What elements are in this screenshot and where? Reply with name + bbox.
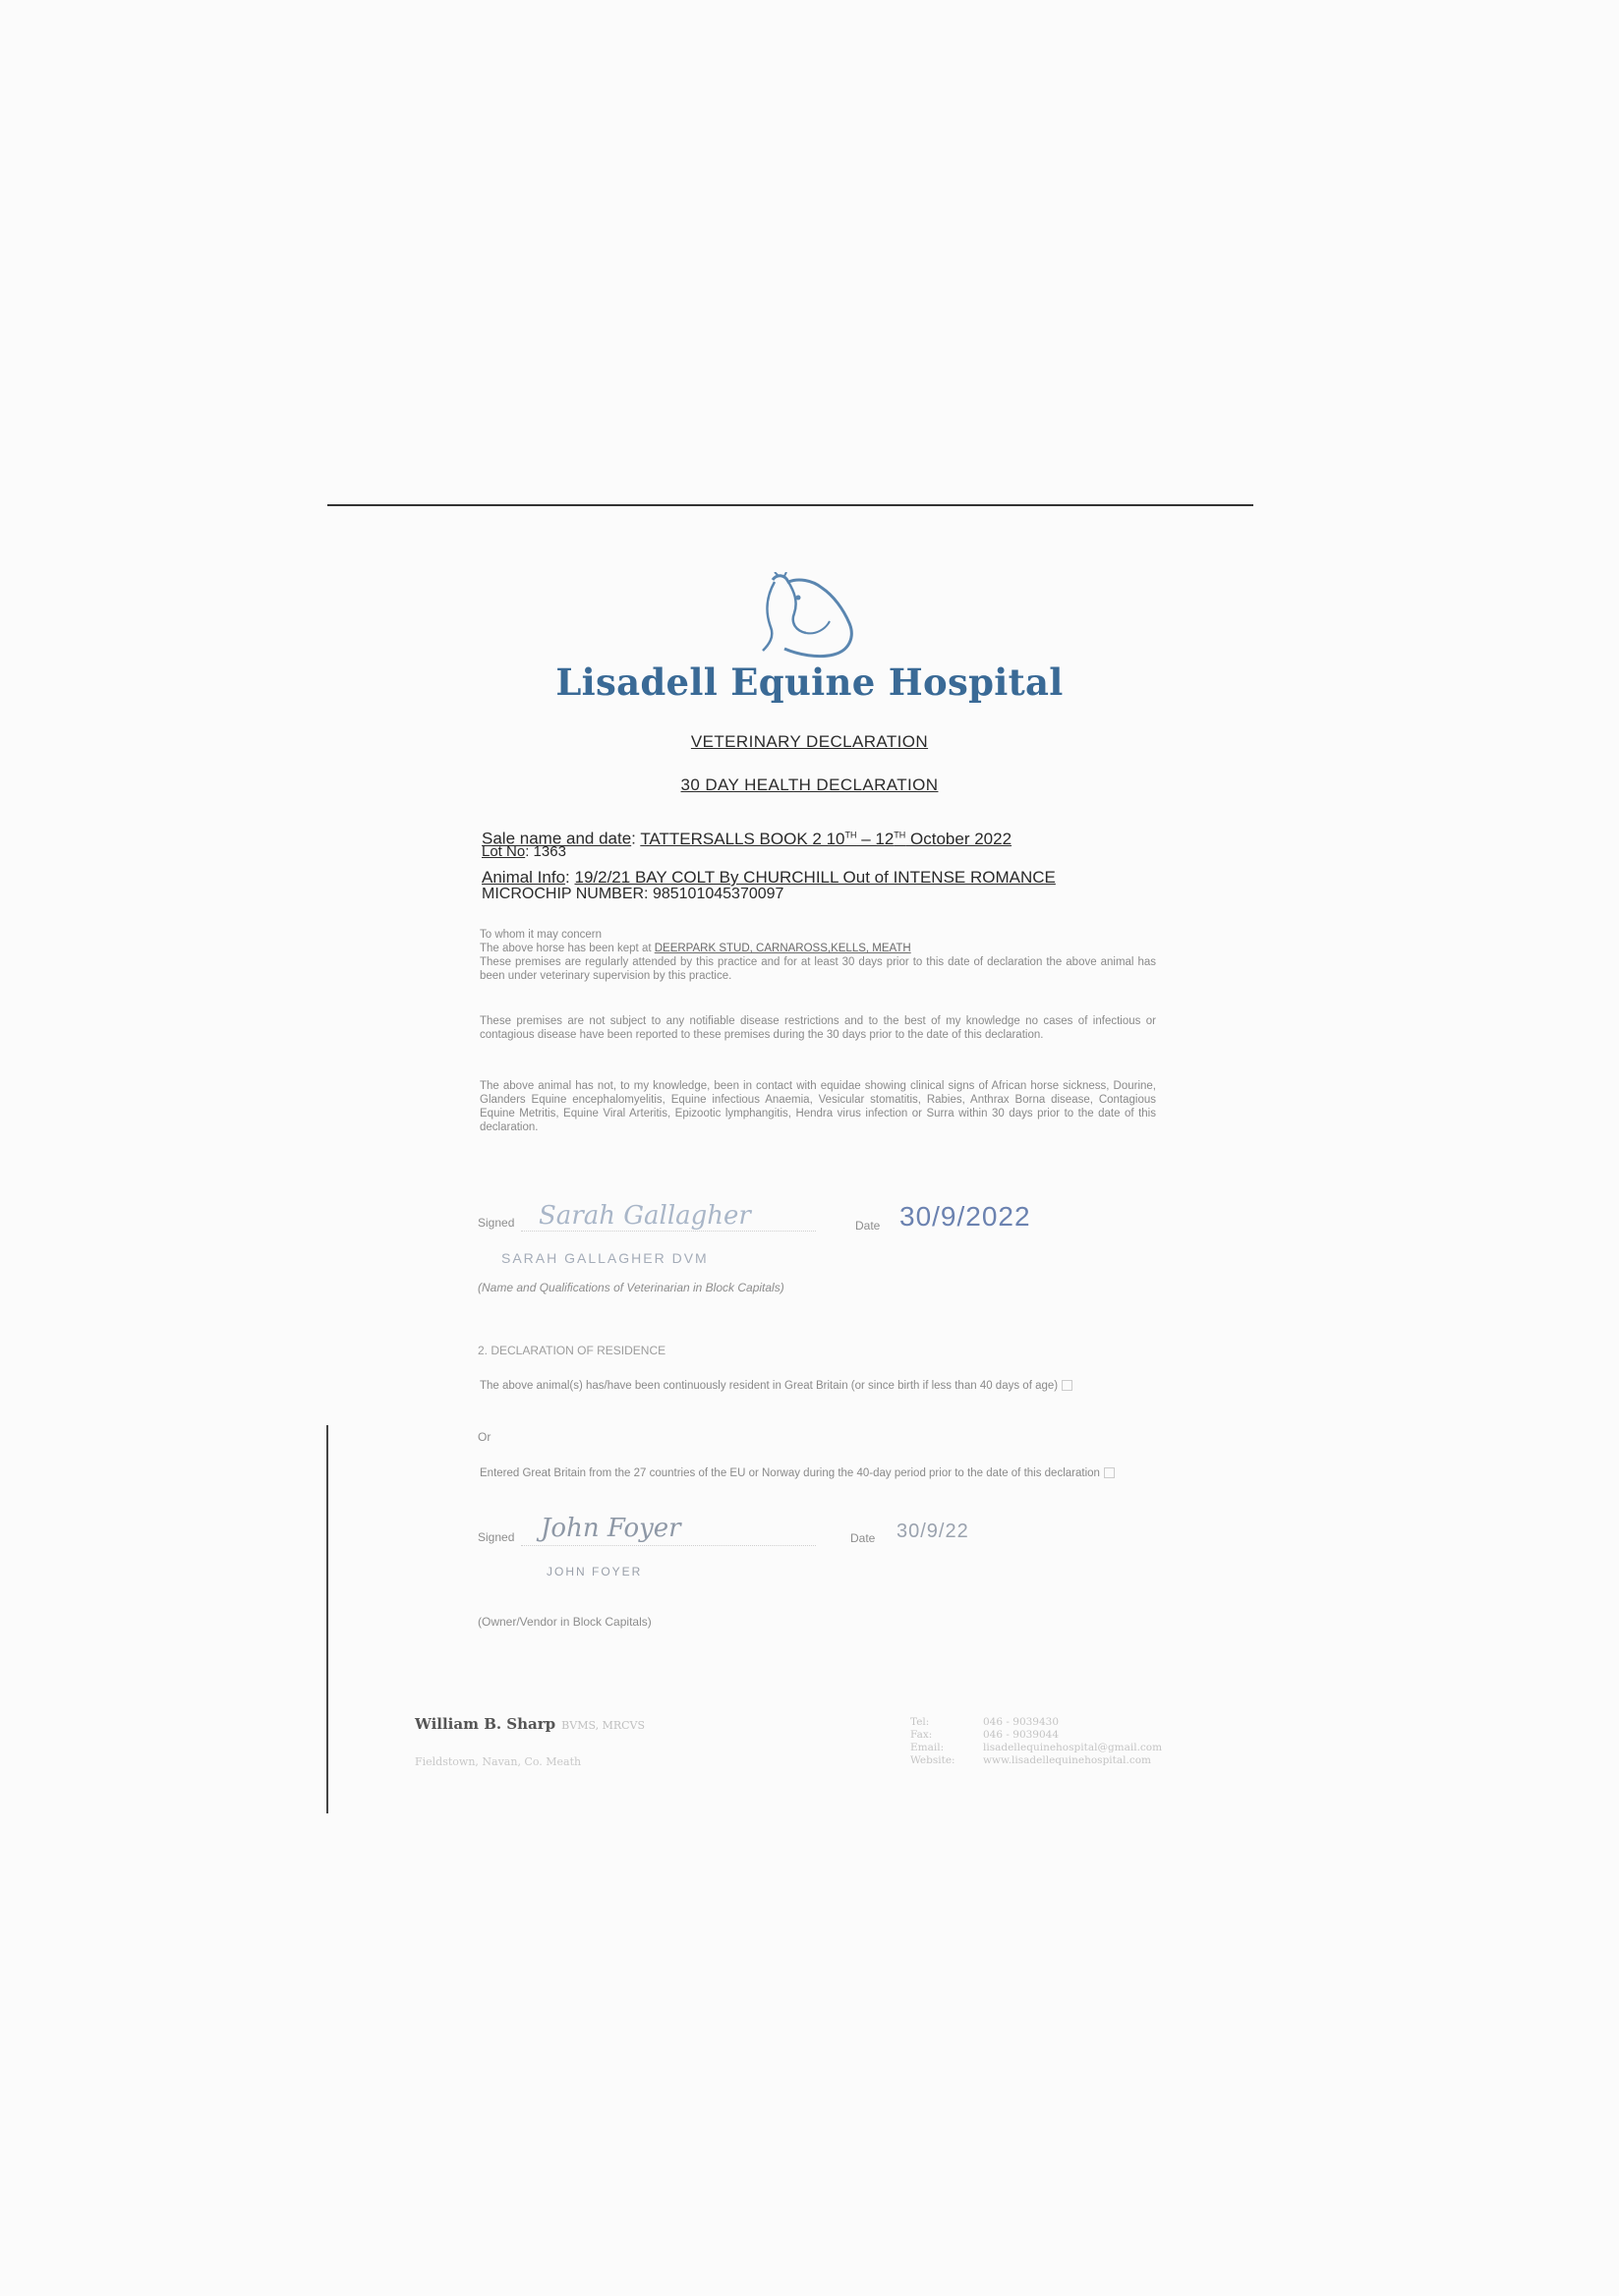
hospital-name: Lisadell Equine Hospital (555, 660, 1064, 704)
document-title: VETERINARY DECLARATION (690, 732, 929, 751)
resident-checkbox[interactable] (1062, 1380, 1072, 1391)
microchip-line (482, 886, 783, 903)
contact-paragraph: The above animal has not, to my knowledge, been in contact with equidae showing clinical signs of African horse sickness, Dourine, Glanders Equine encephalomyelitis, Equine infectious Anaemia, Vesicular stomatitis, Rabies, Anthrax Borna disease, Contagious Equine Metritis, Equine Viral Arteritis, Epizootic lymphangitis, Hendra virus infection or Surra within 30 days prior to the date of this declaration. (480, 1080, 1156, 1133)
microchip-label: MICROCHIP NUMBER: (482, 886, 649, 902)
greeting: To whom it may concern (480, 929, 602, 941)
signed-label-1: Signed (478, 1216, 515, 1230)
owner-signature: John Foyer (541, 1514, 681, 1543)
lot-line: Lot No: 1363 (482, 843, 566, 860)
entered-checkbox[interactable] (1104, 1467, 1115, 1478)
section1-intro (480, 928, 1156, 983)
residence-heading: 2. DECLARATION OF RESIDENCE (478, 1344, 666, 1357)
resident-text: The above animal(s) has/have been continuously resident in Great Britain (or since birth if less than 40 days of age) (480, 1379, 1156, 1393)
premises-paragraph: These premises are not subject to any notifiable disease restrictions and to the best of my knowledge no cases of infectious or contagious disease have been reported to these premises during the 30 days prior to the date of this declaration. (480, 1015, 1156, 1041)
or-label: Or (478, 1430, 491, 1444)
footer-contacts (910, 1716, 1162, 1767)
kept-line: The above horse has been kept at DEERPARK STUD, CARNAROSS,KELLS, MEATH (480, 943, 911, 954)
left-edge-rule (326, 1425, 328, 1813)
date-value-1: 30/9/2022 (899, 1201, 1031, 1232)
footer-address: Fieldstown, Navan, Co. Meath (415, 1755, 582, 1768)
contact-tel: Tel: 046 - 9039430 (910, 1716, 1060, 1728)
owner-caption: (Owner/Vendor in Block Capitals) (478, 1615, 652, 1629)
microchip-value: 985101045370097 (652, 886, 784, 902)
vet-caption: (Name and Qualifications of Veterinarian in Block Capitals) (478, 1281, 784, 1294)
footer-name: William B. Sharp BVMS, MRCVS (415, 1715, 646, 1733)
animal-label: Animal Info (482, 868, 566, 887)
sale-line: Sale name and date: TATTERSALLS BOOK 2 10TH – 12TH October 2022 (482, 829, 1012, 848)
horse-head-icon (755, 572, 863, 662)
owner-name: JOHN FOYER (547, 1565, 643, 1578)
vet-name: SARAH GALLAGHER DVM (501, 1250, 709, 1266)
contact-fax: Fax: 046 - 9039044 (910, 1729, 1060, 1741)
document-subtitle: 30 DAY HEALTH DECLARATION (680, 775, 939, 794)
attended-text: These premises are regularly attended by this practice and for at least 30 days prior to this date of declaration the above animal has been under veterinary supervision by this practice. (480, 956, 1156, 982)
animal-line: Animal Info: 19/2/21 BAY COLT By CHURCHILL Out of INTENSE ROMANCE (482, 868, 1056, 887)
entered-text: Entered Great Britain from the 27 countries of the EU or Norway during the 40-day period prior to the date of this declaration (480, 1466, 1156, 1480)
lot-label: Lot No (482, 843, 526, 860)
vet-signature: Sarah Gallagher (539, 1201, 751, 1231)
date-label-2: Date (850, 1531, 876, 1545)
footer-credentials: BVMS, MRCVS (561, 1719, 646, 1732)
sale-label: Sale name and date (482, 829, 632, 848)
date-label-1: Date (855, 1219, 881, 1233)
sale-value: TATTERSALLS BOOK 2 10TH – 12TH October 2022 (640, 829, 1012, 848)
contact-email: Email: lisadellequinehospital@gmail.com (910, 1742, 1163, 1753)
contact-website: Website: www.lisadellequinehospital.com (910, 1754, 1151, 1766)
signature-line-1 (521, 1231, 816, 1232)
premises-address: DEERPARK STUD, CARNAROSS,KELLS, MEATH (654, 943, 911, 954)
signed-label-2: Signed (478, 1530, 515, 1544)
animal-value: 19/2/21 BAY COLT By CHURCHILL Out of INTENSE ROMANCE (574, 868, 1056, 887)
lot-value: 1363 (533, 843, 566, 860)
top-rule (327, 504, 1253, 506)
date-value-2: 30/9/22 (896, 1521, 969, 1542)
signature-line-2 (521, 1545, 816, 1546)
